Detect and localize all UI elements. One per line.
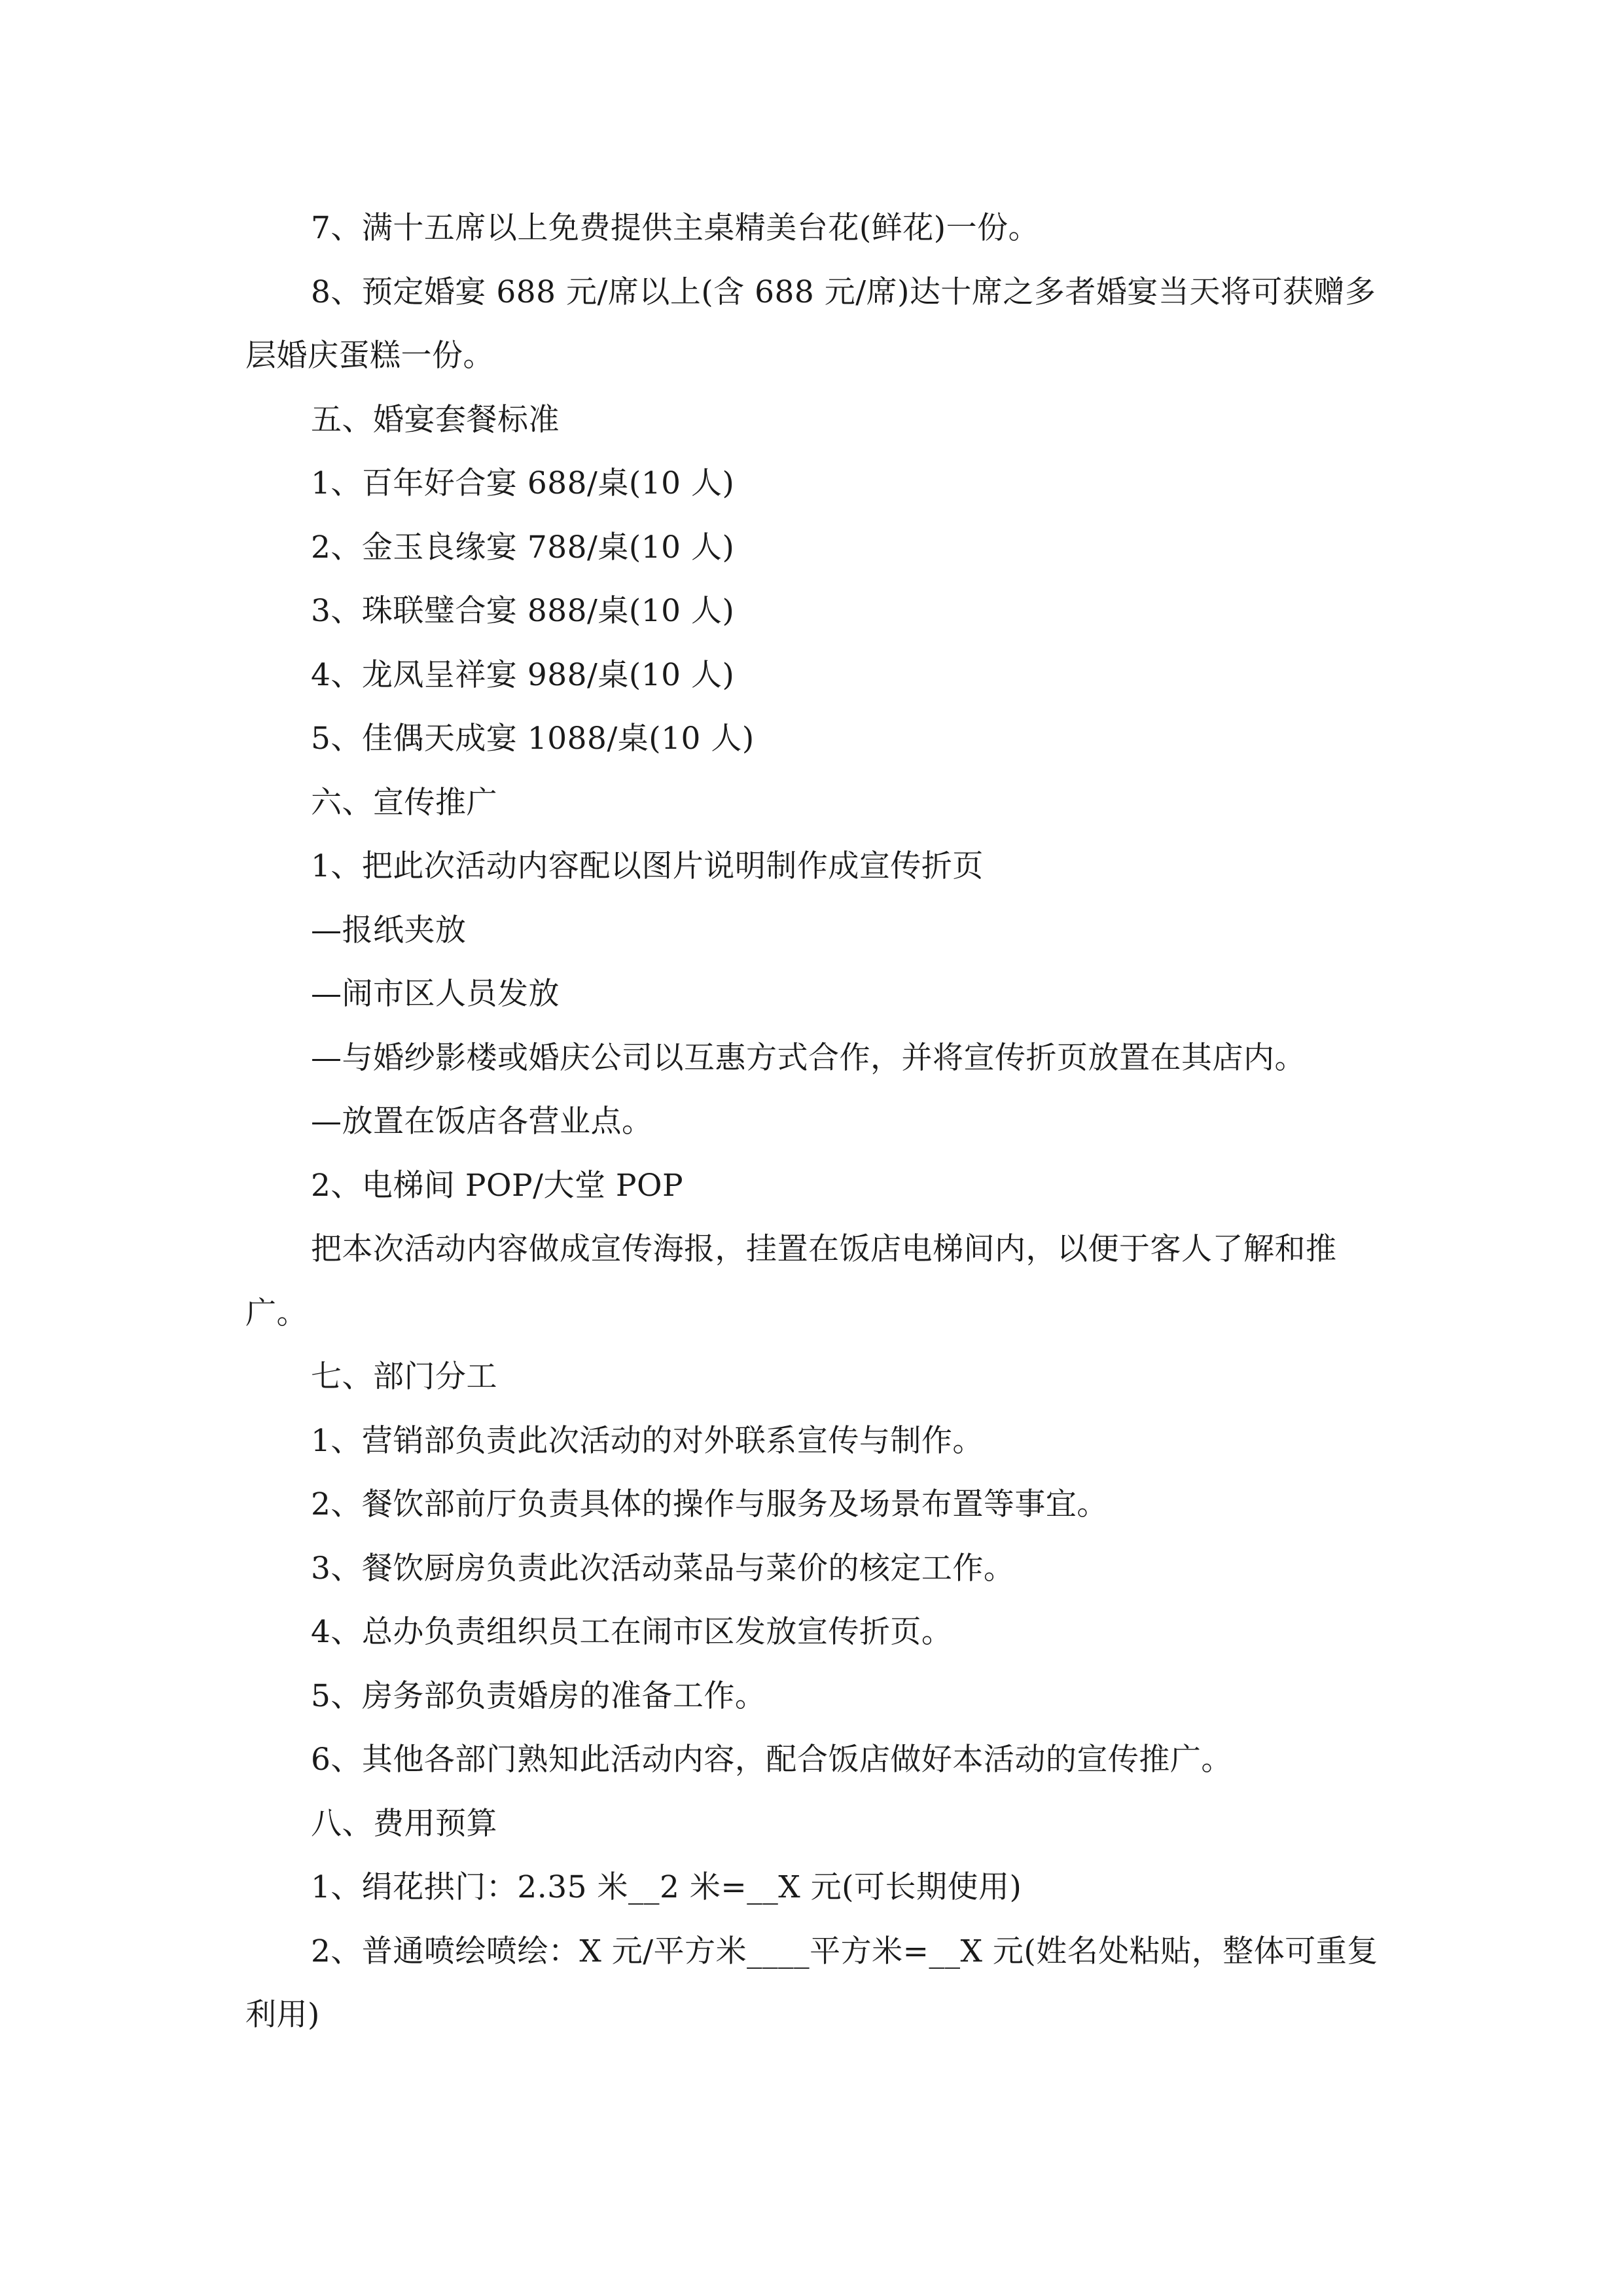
list-item: 5、房务部负责婚房的准备工作。 bbox=[311, 1677, 766, 1714]
list-item: 3、餐饮厨房负责此次活动菜品与菜价的核定工作。 bbox=[311, 1550, 1015, 1587]
list-item: —放置在饭店各营业点。 bbox=[311, 1103, 653, 1139]
list-item: 2、普通喷绘喷绘：X 元/平方米____平方米=__X 元(姓名处粘贴，整体可重复利用) bbox=[245, 1933, 1378, 2033]
list-item: 2、金玉良缘宴 788/桌(10 人) bbox=[311, 529, 735, 565]
list-item: 4、龙凤呈祥宴 988/桌(10 人) bbox=[311, 656, 735, 693]
list-item: 3、珠联璧合宴 888/桌(10 人) bbox=[311, 593, 735, 629]
section-heading: 八、费用预算 bbox=[311, 1805, 497, 1842]
list-item: 1、把此次活动内容配以图片说明制作成宣传折页 bbox=[311, 848, 984, 884]
section-heading: 七、部门分工 bbox=[311, 1359, 497, 1395]
list-item: —报纸夹放 bbox=[311, 912, 467, 948]
document-body bbox=[245, 196, 1384, 2047]
list-item: —与婚纱影楼或婚庆公司以互惠方式合作，并将宣传折页放置在其店内。 bbox=[311, 1039, 1306, 1076]
list-item: 1、百年好合宴 688/桌(10 人) bbox=[311, 465, 735, 501]
paragraph: 把本次活动内容做成宣传海报，挂置在饭店电梯间内，以便于客人了解和推广。 bbox=[245, 1231, 1337, 1331]
paragraph: 8、预定婚宴 688 元/席以上(含 688 元/席)达十席之多者婚宴当天将可获赠多层婚庆蛋糕一份。 bbox=[245, 274, 1376, 374]
paragraph: 7、满十五席以上免费提供主桌精美台花(鲜花)一份。 bbox=[311, 210, 1040, 246]
list-item: 2、餐饮部前厅负责具体的操作与服务及场景布置等事宜。 bbox=[311, 1486, 1108, 1522]
section-heading: 六、宣传推广 bbox=[311, 784, 497, 821]
section-heading: 五、婚宴套餐标准 bbox=[311, 401, 560, 438]
list-item: 5、佳偶天成宴 1088/桌(10 人) bbox=[311, 721, 755, 757]
list-item: —闹市区人员发放 bbox=[311, 976, 560, 1012]
list-item: 1、绢花拱门：2.35 米__2 米=__X 元(可长期使用) bbox=[311, 1869, 1022, 1905]
list-item: 6、其他各部门熟知此活动内容，配合饭店做好本活动的宣传推广。 bbox=[311, 1742, 1232, 1778]
list-item: 4、总办负责组织员工在闹市区发放宣传折页。 bbox=[311, 1614, 953, 1650]
list-item: 2、电梯间 POP/大堂 POP bbox=[311, 1167, 684, 1204]
list-item: 1、营销部负责此次活动的对外联系宣传与制作。 bbox=[311, 1422, 984, 1459]
